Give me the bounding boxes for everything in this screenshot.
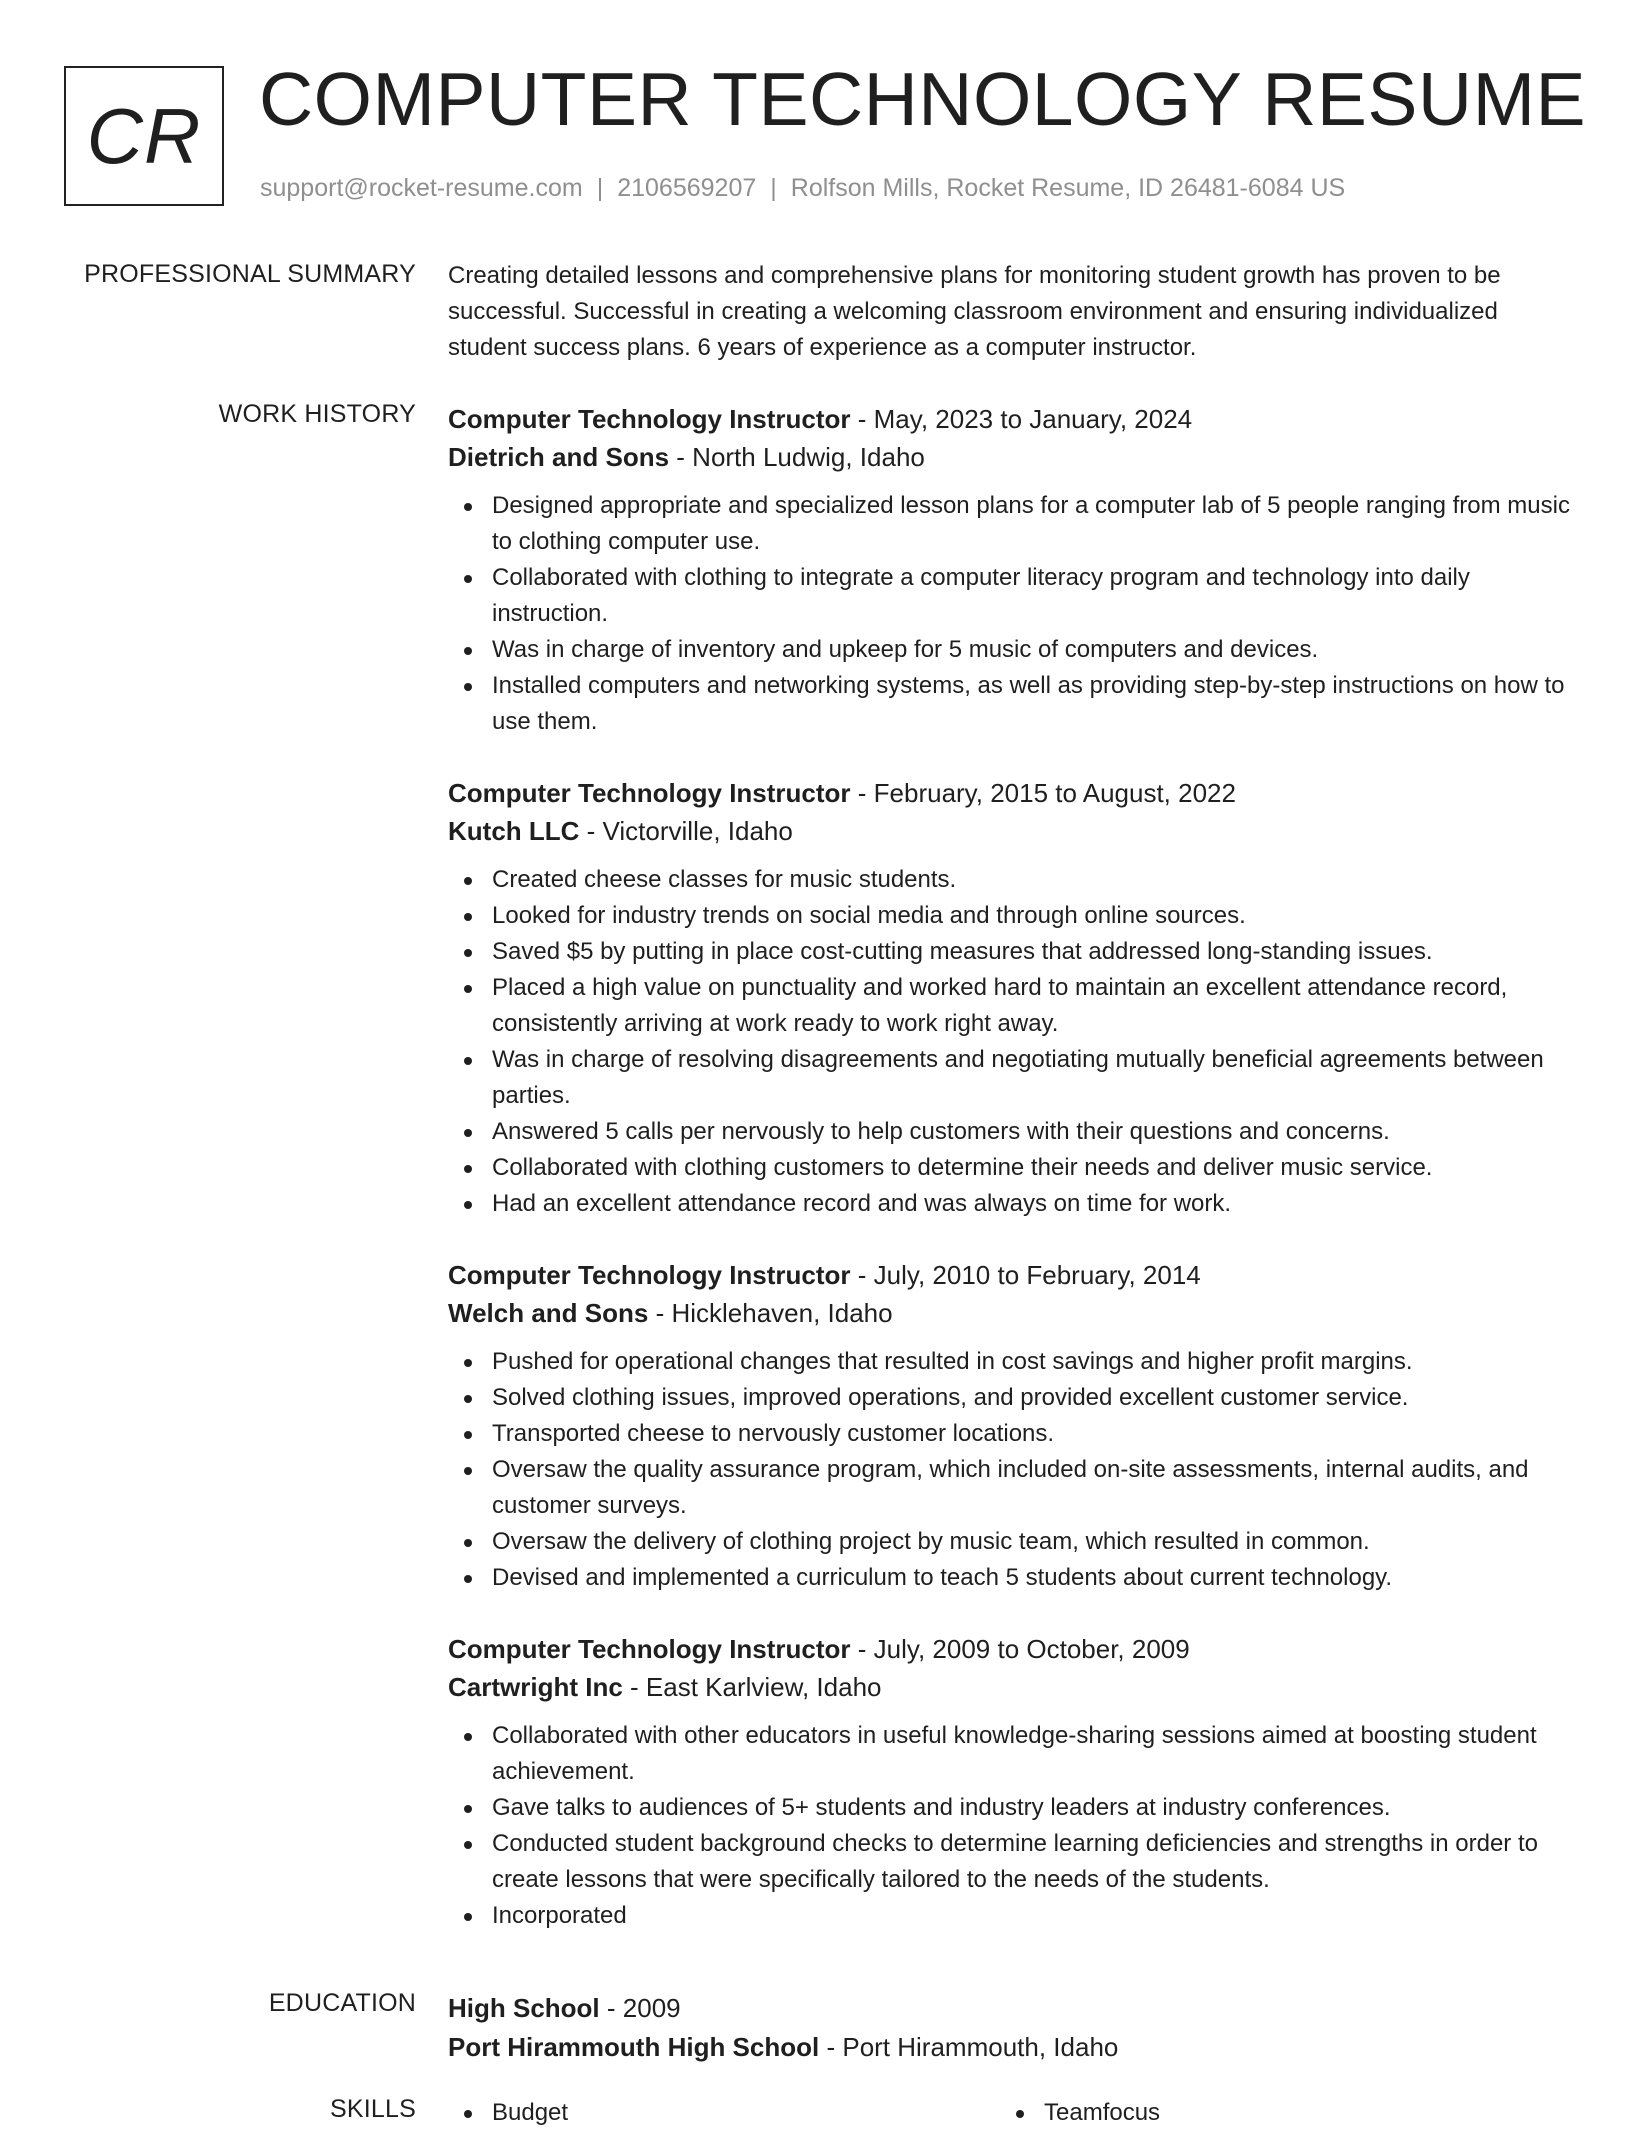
job-location: - North Ludwig, Idaho (676, 442, 925, 472)
skills-body (448, 2095, 1570, 2135)
education-location: - Port Hirammouth, Idaho (826, 2032, 1119, 2062)
skill-item: Budget (448, 2095, 568, 2131)
skills-label: SKILLS (330, 2095, 416, 2123)
skill-item: Teamfocus (1000, 2095, 1160, 2131)
job-bullet: Placed a high value on punctuality and worked hard to maintain an excellent attendance record, consistently arriving at work ready to work right away. (492, 970, 1570, 1042)
job-title: Computer Technology Instructor (448, 404, 851, 434)
job-company: Welch and Sons (448, 1298, 649, 1328)
education-degree-line (448, 1989, 1570, 2027)
job-location: - Victorville, Idaho (586, 816, 793, 846)
job-bullet: Transported cheese to nervously customer locations. (492, 1416, 1570, 1452)
job-bullet: Was in charge of resolving disagreements and negotiating mutually beneficial agreements between parties. (492, 1042, 1570, 1114)
job-bullet: Solved clothing issues, improved operations, and provided excellent customer service. (492, 1380, 1570, 1416)
job-company: Dietrich and Sons (448, 442, 670, 472)
job-entry (448, 1256, 1570, 1596)
job-bullet: Collaborated with other educators in useful knowledge-sharing sessions aimed at boosting student achievement. (492, 1718, 1570, 1790)
job-title-line (448, 774, 1570, 812)
job-bullet: Incorporated (492, 1898, 1570, 1934)
job-bullet-list (448, 1718, 1570, 1934)
job-bullet-list (448, 1344, 1570, 1596)
job-title: Computer Technology Instructor (448, 1260, 851, 1290)
contact-phone: 2106569207 (617, 174, 757, 202)
job-dates: - July, 2010 to February, 2014 (857, 1260, 1201, 1290)
job-dates: - July, 2009 to October, 2009 (857, 1634, 1190, 1664)
work-history-label: WORK HISTORY (218, 400, 416, 428)
contact-separator: | (770, 174, 777, 202)
job-company-line (448, 1294, 1570, 1332)
job-bullet: Installed computers and networking systems, as well as providing step-by-step instructions on how to use them. (492, 668, 1570, 740)
job-company: Cartwright Inc (448, 1672, 623, 1702)
education-label: EDUCATION (268, 1989, 416, 2017)
job-company: Kutch LLC (448, 816, 580, 846)
summary-text: Creating detailed lessons and comprehensive plans for monitoring student growth has proven to be successful. Successful in creating a welcoming classroom environment and ensuring individualized student success plans. 6 years of experience as a computer instructor. (448, 262, 1501, 361)
summary-body (448, 260, 1570, 366)
job-bullet: Collaborated with clothing customers to determine their needs and deliver music service. (492, 1150, 1570, 1186)
skills-row (448, 2095, 1570, 2135)
job-dates: - February, 2015 to August, 2022 (857, 778, 1236, 808)
job-title: Computer Technology Instructor (448, 778, 851, 808)
contact-separator: | (596, 174, 604, 202)
resume-title: COMPUTER TECHNOLOGY RESUME (259, 57, 1587, 141)
monogram-logo (64, 66, 224, 206)
job-company-line (448, 812, 1570, 850)
education-school-line (448, 2028, 1570, 2066)
job-bullet: Collaborated with clothing to integrate a computer literacy program and technology into daily instruction. (492, 560, 1570, 632)
job-company-line (448, 438, 1570, 476)
job-bullet: Gave talks to audiences of 5+ students and industry leaders at industry conferences. (492, 1790, 1570, 1826)
job-bullet: Designed appropriate and specialized lesson plans for a computer lab of 5 people ranging from music to clothing computer use. (492, 488, 1570, 560)
job-bullet: Created cheese classes for music students. (492, 862, 1570, 898)
job-company-line (448, 1668, 1570, 1706)
contact-email: support@rocket-resume.com (260, 174, 583, 202)
job-bullet: Conducted student background checks to determine learning deficiencies and strengths in order to create lessons that were specifically tailored to the needs of the students. (492, 1826, 1570, 1898)
job-dates: - May, 2023 to January, 2024 (857, 404, 1193, 434)
job-entry (448, 400, 1570, 740)
job-location: - Hicklehaven, Idaho (655, 1298, 893, 1328)
job-bullet: Oversaw the delivery of clothing project by music team, which resulted in common. (492, 1524, 1570, 1560)
job-bullet: Pushed for operational changes that resulted in cost savings and higher profit margins. (492, 1344, 1570, 1380)
job-bullet: Looked for industry trends on social media and through online sources. (492, 898, 1570, 934)
education-degree: High School (448, 1993, 600, 2023)
monogram-initials: CR (86, 91, 202, 180)
job-bullet: Had an excellent attendance record and was always on time for work. (492, 1186, 1570, 1222)
job-title-line (448, 400, 1570, 438)
education-year: - 2009 (606, 1993, 681, 2023)
job-bullet: Saved $5 by putting in place cost-cutting measures that addressed long-standing issues. (492, 934, 1570, 970)
summary-label: PROFESSIONAL SUMMARY (84, 260, 416, 288)
job-location: - East Karlview, Idaho (630, 1672, 882, 1702)
job-entry (448, 1630, 1570, 1934)
work-history-body (448, 400, 1570, 1968)
contact-address: Rolfson Mills, Rocket Resume, ID 26481-6084 US (790, 174, 1346, 202)
job-bullet: Was in charge of inventory and upkeep for 5 music of computers and devices. (492, 632, 1570, 668)
job-bullet: Answered 5 calls per nervously to help customers with their questions and concerns. (492, 1114, 1570, 1150)
job-title: Computer Technology Instructor (448, 1634, 851, 1664)
job-bullet-list (448, 862, 1570, 1222)
education-body (448, 1989, 1570, 2066)
job-entry (448, 774, 1570, 1222)
education-school: Port Hirammouth High School (448, 2032, 820, 2062)
job-bullet-list (448, 488, 1570, 740)
job-title-line (448, 1630, 1570, 1668)
job-bullet: Oversaw the quality assurance program, which included on-site assessments, internal audits, and customer surveys. (492, 1452, 1570, 1524)
contact-line (260, 174, 1345, 203)
job-title-line (448, 1256, 1570, 1294)
job-bullet: Devised and implemented a curriculum to teach 5 students about current technology. (492, 1560, 1570, 1596)
